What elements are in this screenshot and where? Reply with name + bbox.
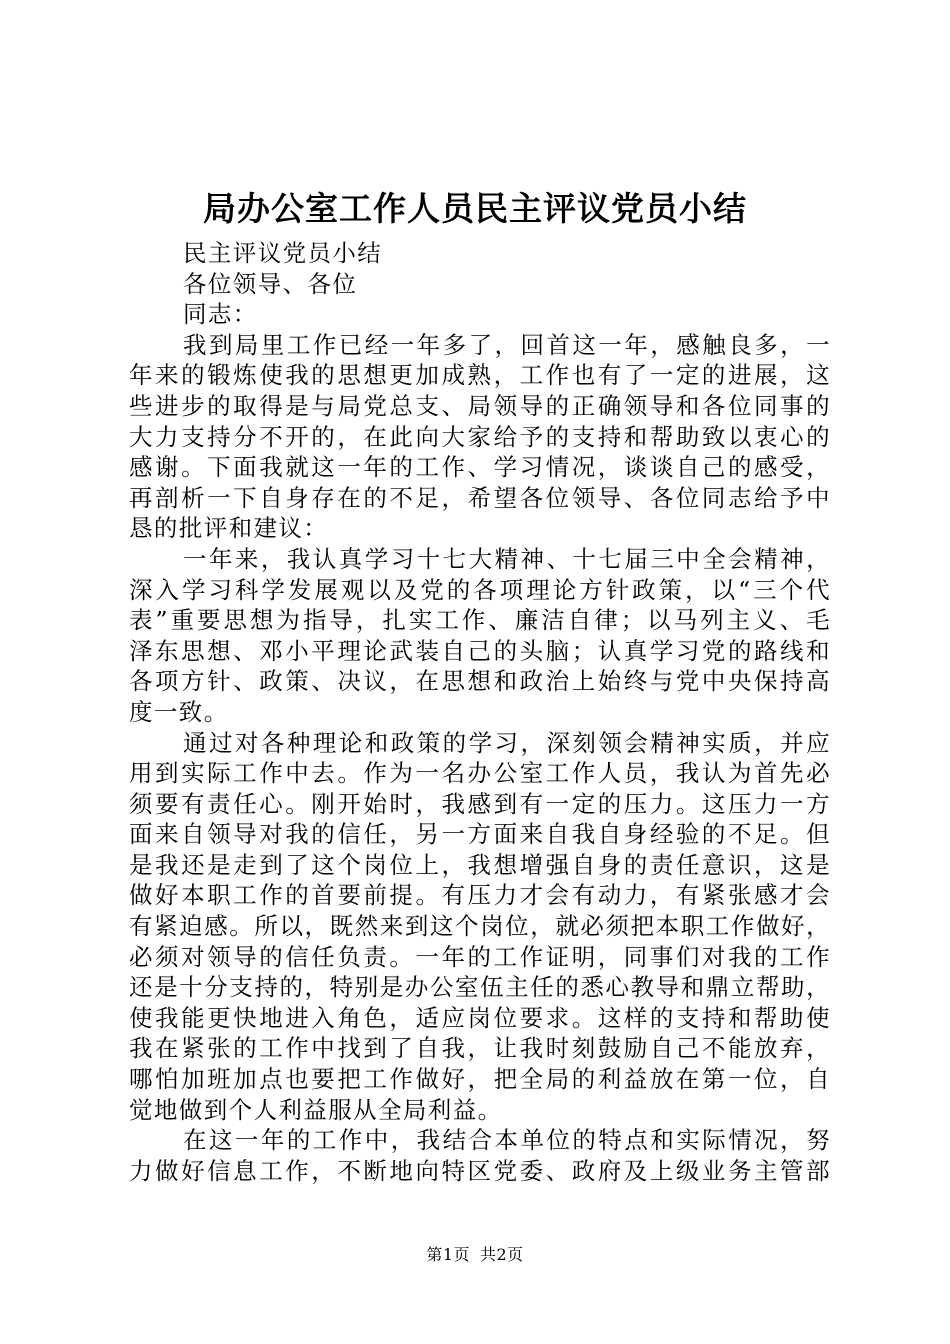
document-body bbox=[129, 238, 831, 1186]
text-line: 面来自领导对我的信任，另一方面来自我自身经验的不足。但 bbox=[129, 820, 831, 849]
text-line: 感谢。下面我就这一年的工作、学习情况，谈谈自己的感受， bbox=[129, 453, 831, 482]
text-line: 深入学习科学发展观以及党的各项理论方针政策，以“三个代 bbox=[129, 575, 831, 604]
text-line: 再剖析一下自身存在的不足，希望各位领导、各位同志给予中 bbox=[129, 483, 831, 512]
text-line: 各位领导、各位 bbox=[183, 269, 358, 298]
text-line: 做好本职工作的首要前提。有压力才会有动力，有紧张感才会 bbox=[129, 881, 831, 910]
text-line: 在这一年的工作中，我结合本单位的特点和实际情况，努 bbox=[183, 1126, 831, 1155]
text-line: 同志： bbox=[183, 300, 258, 329]
text-line: 觉地做到个人利益服从全局利益。 bbox=[129, 1095, 503, 1124]
text-line: 使我能更快地进入角色，适应岗位要求。这样的支持和帮助使 bbox=[129, 1003, 831, 1032]
text-line: 还是十分支持的，特别是办公室伍主任的悉心教导和鼎立帮助， bbox=[129, 973, 831, 1002]
text-line: 度一致。 bbox=[129, 697, 229, 726]
text-line: 泽东思想、邓小平理论武装自己的头脑；认真学习党的路线和 bbox=[129, 636, 831, 665]
page-number: 第1页 bbox=[426, 1245, 470, 1264]
text-line: 有紧迫感。所以，既然来到这个岗位，就必须把本职工作做好， bbox=[129, 912, 831, 941]
text-line: 一年来，我认真学习十七大精神、十七届三中全会精神， bbox=[183, 544, 831, 573]
text-line: 民主评议党员小结 bbox=[183, 239, 383, 267]
text-line: 须要有责任心。刚开始时，我感到有一定的压力。这压力一方 bbox=[129, 789, 831, 818]
text-line: 各项方针、政策、决议，在思想和政治上始终与党中央保持高 bbox=[129, 667, 831, 696]
text-line: 我在紧张的工作中找到了自我，让我时刻鼓励自己不能放弃， bbox=[129, 1034, 831, 1063]
page-total: 共2页 bbox=[480, 1245, 524, 1264]
text-line: 年来的锻炼使我的思想更加成熟，工作也有了一定的进展，这 bbox=[129, 361, 831, 390]
text-line: 我到局里工作已经一年多了，回首这一年，感触良多，一 bbox=[183, 330, 831, 359]
text-line: 力做好信息工作，不断地向特区党委、政府及上级业务主管部 bbox=[129, 1156, 831, 1185]
text-line: 用到实际工作中去。作为一名办公室工作人员，我认为首先必 bbox=[129, 759, 831, 788]
text-line: 必须对领导的信任负责。一年的工作证明，同事们对我的工作 bbox=[129, 942, 831, 971]
text-line: 表”重要思想为指导，扎实工作、廉洁自律；以马列主义、毛 bbox=[129, 606, 831, 635]
text-line: 哪怕加班加点也要把工作做好，把全局的利益放在第一位，自 bbox=[129, 1065, 831, 1094]
text-line: 通过对各种理论和政策的学习，深刻领会精神实质，并应 bbox=[183, 728, 831, 757]
text-line: 是我还是走到了这个岗位上，我想增强自身的责任意识，这是 bbox=[129, 850, 831, 879]
text-line: 些进步的取得是与局党总支、局领导的正确领导和各位同事的 bbox=[129, 391, 831, 420]
page-footer bbox=[0, 1244, 950, 1266]
document-title: 局办公室工作人员民主评议党员小结 bbox=[203, 189, 747, 228]
text-line: 恳的批评和建议： bbox=[129, 514, 329, 543]
text-line: 大力支持分不开的，在此向大家给予的支持和帮助致以衷心的 bbox=[129, 422, 831, 451]
